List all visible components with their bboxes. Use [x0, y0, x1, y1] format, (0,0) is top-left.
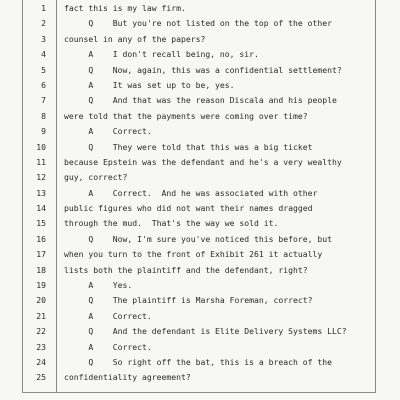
line-text: guy, correct?: [64, 172, 128, 183]
line-number: 22: [36, 326, 46, 337]
transcript-line: [22, 355, 376, 370]
line-text: A Correct.: [64, 310, 152, 321]
line-text: lists both the plaintiff and the defendant, right?: [64, 264, 308, 275]
line-text: through the mud. That's the way we sold it.: [64, 218, 279, 229]
line-number: 9: [41, 126, 46, 137]
line-text: A It was set up to be, yes.: [64, 79, 235, 90]
transcript-line: [22, 1, 376, 16]
line-number: 1: [41, 3, 46, 13]
line-text: confidentiality agreement?: [64, 372, 191, 383]
line-number: 20: [36, 295, 46, 306]
transcript-line: [22, 16, 376, 31]
transcript-line: [22, 370, 376, 385]
transcript-line: [22, 293, 376, 308]
transcript-line: [22, 309, 376, 324]
transcript-line: [22, 201, 376, 216]
line-number: 4: [41, 49, 46, 60]
line-text: Q So right off the bat, this is a breach of the: [64, 356, 333, 367]
transcript-line: [22, 232, 376, 247]
line-number: 13: [36, 187, 46, 198]
line-text: A Correct.: [64, 341, 152, 352]
line-text: Q The plaintiff is Marsha Foreman, correct?: [64, 295, 313, 306]
transcript-line: [22, 32, 376, 47]
transcript-line: [22, 216, 376, 231]
transcript-line: [22, 93, 376, 108]
line-number: 14: [36, 203, 46, 214]
line-text: fact this is my law firm.: [64, 3, 186, 13]
transcript-lines: [22, 1, 376, 386]
line-number: 24: [36, 356, 46, 367]
line-number: 3: [41, 33, 46, 44]
line-text: were told that the payments were coming over time?: [64, 110, 308, 121]
line-number: 19: [36, 280, 46, 291]
line-text: Q They were told that this was a big ticket: [64, 141, 313, 152]
line-text: Q But you're not listed on the top of the other: [64, 18, 333, 29]
line-number: 12: [36, 172, 46, 183]
transcript-line: [22, 47, 376, 62]
line-text: A Yes.: [64, 280, 133, 291]
line-text: because Epstein was the defendant and he's a very wealthy: [64, 156, 342, 167]
line-text: when you turn to the front of Exhibit 261 it actually: [64, 249, 323, 260]
line-text: Q Now, again, this was a confidential settlement?: [64, 64, 342, 75]
transcript-line: [22, 78, 376, 93]
line-text: Q And that was the reason Discala and his people: [64, 95, 337, 106]
line-number: 25: [36, 372, 46, 383]
line-number: 7: [41, 95, 46, 106]
line-number: 6: [41, 79, 46, 90]
line-text: Q And the defendant is Elite Delivery Systems LLC?: [64, 326, 347, 337]
line-number: 18: [36, 264, 46, 275]
transcript-line: [22, 247, 376, 262]
line-text: A Correct.: [64, 126, 152, 137]
line-number: 15: [36, 218, 46, 229]
line-number: 2: [41, 18, 46, 29]
transcript-line: [22, 155, 376, 170]
line-text: Q Now, I'm sure you've noticed this before, but: [64, 233, 333, 244]
transcript-line: [22, 263, 376, 278]
line-number: 21: [36, 310, 46, 321]
line-text: A Correct. And he was associated with other: [64, 187, 318, 198]
transcript-line: [22, 124, 376, 139]
line-number: 10: [36, 141, 46, 152]
line-text: public figures who did not want their names dragged: [64, 203, 313, 214]
line-number: 17: [36, 249, 46, 260]
transcript-line: [22, 140, 376, 155]
line-number: 16: [36, 233, 46, 244]
transcript-line: [22, 340, 376, 355]
line-text: A I don't recall being, no, sir.: [64, 49, 259, 60]
transcript-line: [22, 63, 376, 78]
line-number: 11: [36, 156, 46, 167]
line-number: 23: [36, 341, 46, 352]
line-number: 5: [41, 64, 46, 75]
transcript-line: [22, 186, 376, 201]
line-text: counsel in any of the papers?: [64, 33, 206, 44]
line-number: 8: [41, 110, 46, 121]
transcript-line: [22, 324, 376, 339]
transcript-line: [22, 109, 376, 124]
transcript-line: [22, 278, 376, 293]
transcript-line: [22, 170, 376, 185]
